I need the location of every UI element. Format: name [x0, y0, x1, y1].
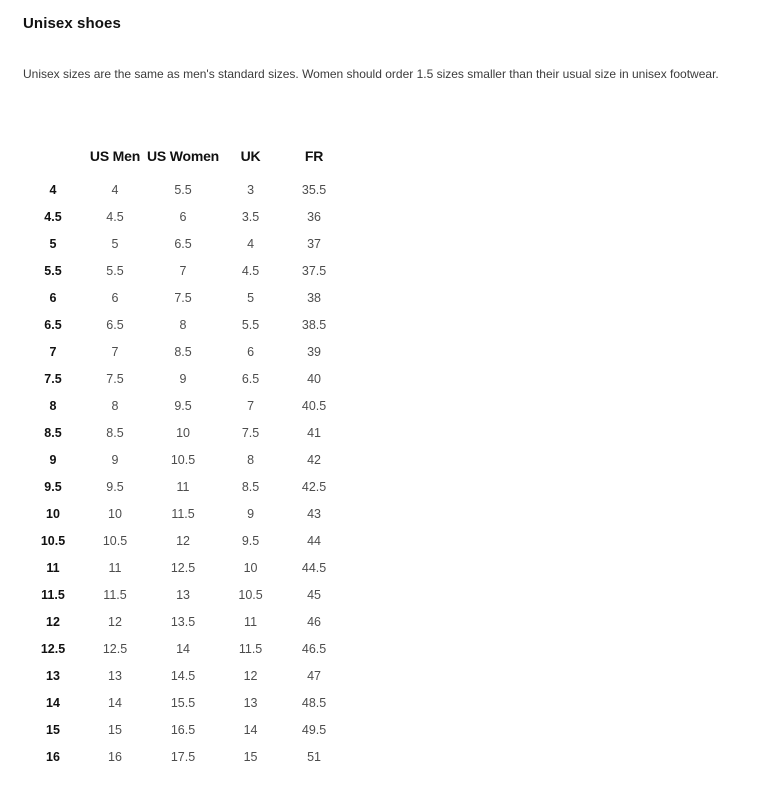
- row-label: 16: [46, 750, 60, 764]
- row-label: 12: [46, 615, 60, 629]
- column-header: US Men: [89, 148, 141, 164]
- table-row: [23, 258, 346, 285]
- size-cell: 38: [307, 291, 321, 305]
- row-label: 9: [49, 453, 57, 467]
- size-cell: 51: [307, 750, 321, 764]
- size-cell: 36: [307, 210, 321, 224]
- size-cell: 8: [111, 399, 119, 413]
- table-row: [23, 285, 346, 312]
- column-header: UK: [240, 148, 261, 164]
- size-cell: 11: [176, 480, 190, 494]
- size-cell: 9: [111, 453, 119, 467]
- size-cell: 44: [307, 534, 321, 548]
- row-label: 8: [49, 399, 57, 413]
- size-cell: 10: [108, 507, 122, 521]
- size-cell: 5.5: [174, 183, 192, 197]
- row-label: 14: [46, 696, 60, 710]
- size-cell: 6: [179, 210, 187, 224]
- size-cell: 4.5: [106, 210, 124, 224]
- row-label: 4: [49, 183, 57, 197]
- size-cell: 15.5: [170, 696, 196, 710]
- size-cell: 11.5: [171, 507, 195, 521]
- size-cell: 6.5: [106, 318, 124, 332]
- size-cell: 39: [307, 345, 321, 359]
- size-cell: 40: [307, 372, 321, 386]
- size-cell: 16: [108, 750, 122, 764]
- row-label: 12.5: [40, 642, 66, 656]
- table-row: [23, 231, 346, 258]
- table-row: [23, 447, 346, 474]
- size-cell: 10.5: [102, 534, 128, 548]
- size-cell: 3.5: [241, 210, 260, 224]
- table-row: [23, 474, 346, 501]
- size-cell: 13: [108, 669, 122, 683]
- size-cell: 14: [108, 696, 122, 710]
- size-cell: 10.5: [238, 588, 263, 602]
- table-header-row: [23, 143, 346, 177]
- size-cell: 10: [176, 426, 190, 440]
- size-cell: 37: [307, 237, 321, 251]
- size-cell: 42.5: [301, 480, 327, 494]
- table-row: [23, 609, 346, 636]
- size-cell: 12: [243, 669, 258, 683]
- size-cell: 7.5: [106, 372, 124, 386]
- table-row: [23, 582, 346, 609]
- table-row: [23, 204, 346, 231]
- size-column-header: [23, 143, 83, 177]
- table-row: [23, 744, 346, 771]
- table-row: [23, 636, 346, 663]
- size-cell: 16.5: [170, 723, 196, 737]
- column-header: US Women: [147, 148, 220, 164]
- row-label: 5: [49, 237, 57, 251]
- size-cell: 11.5: [238, 642, 263, 656]
- size-cell: 4: [111, 183, 119, 197]
- size-cell: 13: [176, 588, 190, 602]
- size-cell: 3: [247, 183, 255, 197]
- size-cell: 8.5: [174, 345, 192, 359]
- size-cell: 44.5: [301, 561, 327, 575]
- size-cell: 10: [243, 561, 258, 575]
- row-label: 10: [46, 507, 60, 521]
- size-cell: 14: [176, 642, 190, 656]
- size-cell: 38.5: [301, 318, 327, 332]
- size-cell: 4: [247, 237, 255, 251]
- size-cell: 14: [243, 723, 258, 737]
- size-cell: 12: [176, 534, 190, 548]
- table-row: [23, 501, 346, 528]
- size-cell: 40.5: [301, 399, 327, 413]
- table-row: [23, 339, 346, 366]
- size-cell: 12.5: [170, 561, 196, 575]
- table-row: [23, 555, 346, 582]
- size-cell: 49.5: [301, 723, 327, 737]
- size-cell: 15: [243, 750, 258, 764]
- size-conversion-table: [23, 143, 346, 771]
- row-label: 6: [49, 291, 57, 305]
- table-row: [23, 366, 346, 393]
- table-row: [23, 717, 346, 744]
- column-header: FR: [304, 148, 324, 164]
- size-cell: 5.5: [241, 318, 260, 332]
- size-cell: 47: [307, 669, 321, 683]
- size-cell: 9: [179, 372, 187, 386]
- size-cell: 9.5: [241, 534, 260, 548]
- row-label: 6.5: [44, 318, 62, 332]
- size-cell: 9: [247, 507, 255, 521]
- table-body: [23, 177, 346, 771]
- size-cell: 8.5: [106, 426, 124, 440]
- table-row: [23, 393, 346, 420]
- size-cell: 37.5: [301, 264, 327, 278]
- size-guide-description: Unisex sizes are the same as men's standard sizes. Women should order 1.5 sizes smaller than their usual size in unisex footwear.: [23, 67, 719, 81]
- size-cell: 13.5: [170, 615, 196, 629]
- row-label: 5.5: [44, 264, 62, 278]
- size-cell: 11: [108, 561, 122, 575]
- size-cell: 9.5: [174, 399, 192, 413]
- row-label: 7: [49, 345, 57, 359]
- size-cell: 45: [307, 588, 321, 602]
- row-label: 8.5: [44, 426, 62, 440]
- row-label: 9.5: [44, 480, 62, 494]
- size-cell: 41: [307, 426, 321, 440]
- size-cell: 11.5: [103, 588, 127, 602]
- table-row: [23, 663, 346, 690]
- size-cell: 46.5: [301, 642, 327, 656]
- table-row: [23, 528, 346, 555]
- size-cell: 17.5: [170, 750, 196, 764]
- size-cell: 12: [108, 615, 122, 629]
- row-label: 11: [46, 561, 60, 575]
- table-row: [23, 690, 346, 717]
- row-label: 15: [46, 723, 60, 737]
- size-cell: 48.5: [301, 696, 327, 710]
- size-cell: 6: [247, 345, 255, 359]
- row-label: 4.5: [44, 210, 62, 224]
- size-cell: 35.5: [301, 183, 327, 197]
- size-cell: 5: [111, 237, 119, 251]
- page-title: Unisex shoes: [23, 15, 121, 32]
- size-cell: 14.5: [170, 669, 196, 683]
- size-cell: 6: [111, 291, 119, 305]
- size-cell: 12.5: [102, 642, 128, 656]
- size-cell: 7.5: [174, 291, 192, 305]
- table-row: [23, 420, 346, 447]
- size-cell: 8.5: [241, 480, 260, 494]
- size-cell: 9.5: [106, 480, 124, 494]
- size-cell: 7: [179, 264, 187, 278]
- size-cell: 6.5: [174, 237, 192, 251]
- size-cell: 46: [307, 615, 321, 629]
- row-label: 11.5: [41, 588, 65, 602]
- size-cell: 7: [247, 399, 255, 413]
- size-cell: 7: [111, 345, 119, 359]
- size-cell: 15: [108, 723, 122, 737]
- size-cell: 4.5: [241, 264, 260, 278]
- size-cell: 43: [307, 507, 321, 521]
- table-row: [23, 312, 346, 339]
- table-row: [23, 177, 346, 204]
- size-cell: 6.5: [241, 372, 260, 386]
- size-cell: 8: [247, 453, 255, 467]
- row-label: 7.5: [44, 372, 62, 386]
- size-cell: 5: [247, 291, 255, 305]
- row-label: 13: [46, 669, 60, 683]
- row-label: 10.5: [40, 534, 66, 548]
- size-guide-page: [0, 15, 778, 803]
- size-cell: 5.5: [106, 264, 124, 278]
- size-cell: 42: [307, 453, 321, 467]
- size-cell: 11: [244, 615, 258, 629]
- size-cell: 7.5: [241, 426, 260, 440]
- size-cell: 8: [179, 318, 187, 332]
- size-cell: 10.5: [170, 453, 196, 467]
- size-cell: 13: [243, 696, 258, 710]
